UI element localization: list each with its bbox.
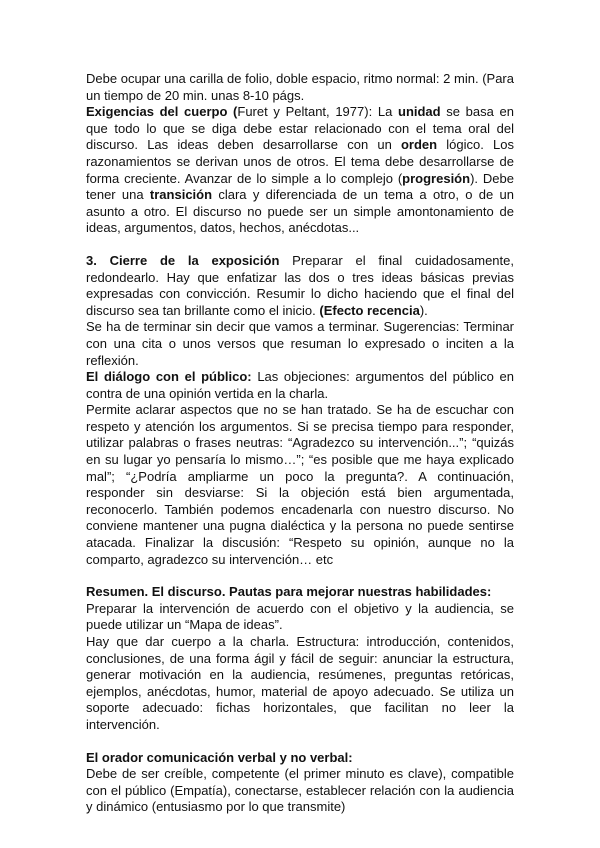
- intro-paragraph: [86, 71, 514, 104]
- term-progresion: progresión: [402, 170, 471, 186]
- orador-heading-paragraph: [86, 750, 514, 767]
- cierre-sugerencias-paragraph: Se ha de terminar sin decir que vamos a terminar. Sugerencias: Terminar con una cita o unos versos que resuman lo expresado o inciten a la reflexión.: [86, 319, 514, 368]
- dialogo-heading: El diálogo con el público:: [86, 369, 252, 385]
- term-transicion: transición: [149, 187, 213, 203]
- efecto-recencia: (Efecto recencia: [319, 302, 420, 318]
- resumen-paragraph-1: Preparar la intervención de acuerdo con el objetivo y la audiencia, se puede utilizar un “Mapa de ideas”.: [86, 600, 514, 633]
- resumen-heading: Resumen. El discurso. Pautas para mejorar nuestras habilidades:: [86, 584, 492, 600]
- resumen-heading-paragraph: [86, 584, 514, 601]
- intro-text: Debe ocupar una carilla de folio, doble espacio, ritmo normal: 2 min. (Para un tiempo de 20 min. unas 8-10 págs.: [86, 71, 514, 103]
- dialogo-paragraph: El diálogo con el público: Las objeciones: argumentos del público en contra de una opinión vertida en la charla.: [86, 369, 515, 401]
- orador-heading: El orador comunicación verbal y no verbal:: [86, 749, 353, 765]
- document-body: [86, 71, 514, 816]
- cierre-heading: 3. Cierre de la exposición: [86, 252, 280, 268]
- exigencias-paragraph: Exigencias del cuerpo (Furet y Peltant, 1977): La unidad se basa en que todo lo que se diga debe estar relacionado con el tema oral del discurso. Las ideas deben desarrollarse con un orden lógico. Los razonamientos se derivan unos de otros. El tema debe desarrollarse de forma creciente. Avanzar de lo simple a lo complejo (progresión). Debe tener una transición clara y diferenciada de un tema a otro, o de un asunto a otro. El discurso no puede ser un simple amontonamiento de ideas, argumentos, datos, hechos, anécdotas...: [86, 104, 515, 236]
- term-orden: orden: [400, 137, 438, 153]
- exigencias-heading: Exigencias del cuerpo (: [86, 104, 238, 120]
- resumen-paragraph-2: Hay que dar cuerpo a la charla. Estructura: introducción, contenidos, conclusiones, de una forma ágil y fácil de seguir: anunciar la estructura, generar motivación en la audiencia, resúmenes, preguntas retóricas, ejemplos, anécdotas, humor, material de apoyo adecuado. Se utiliza un soporte adecuado: fichas horizontales, que facilitan no leer la intervención.: [86, 634, 514, 732]
- term-unidad: unidad: [398, 104, 441, 120]
- cierre-paragraph: 3. Cierre de la exposición Preparar el final cuidadosamente, redondearlo. Hay que enfatizar las dos o tres ideas básicas previas expresadas con convicción. Resumir lo dicho haciendo que el final del discurso sea tan brillante como el inicio. (Efecto recencia).: [86, 252, 514, 318]
- dialogo-detail-paragraph: Permite aclarar aspectos que no se han tratado. Se ha de escuchar con respeto y atención los argumentos. Si se precisa tiempo para responder, utilizar palabras o frases neutras: “Agradezco su intervención...”; “quizás en su lugar yo pensaría lo mismo…”; “es posible que me haya explicado mal”; “¿Podría ampliarme un poco la pregunta?. A continuación, responder sin desviarse: Si la objeción está bien argumentada, reconocerlo. También podemos encadenarla con nuestro discurso. No conviene mantener una pugna dialéctica y la persona no puede sentirse atacada. Finalizar la discusión: “Respeto su opinión, aunque no la comparto, agradezco su intervención… etc: [86, 402, 514, 567]
- orador-paragraph: Debe de ser creíble, competente (el primer minuto es clave), compatible con el público (Empatía), conectarse, establecer relación con la audiencia y dinámico (entusiasmo por lo que transmite): [86, 766, 514, 815]
